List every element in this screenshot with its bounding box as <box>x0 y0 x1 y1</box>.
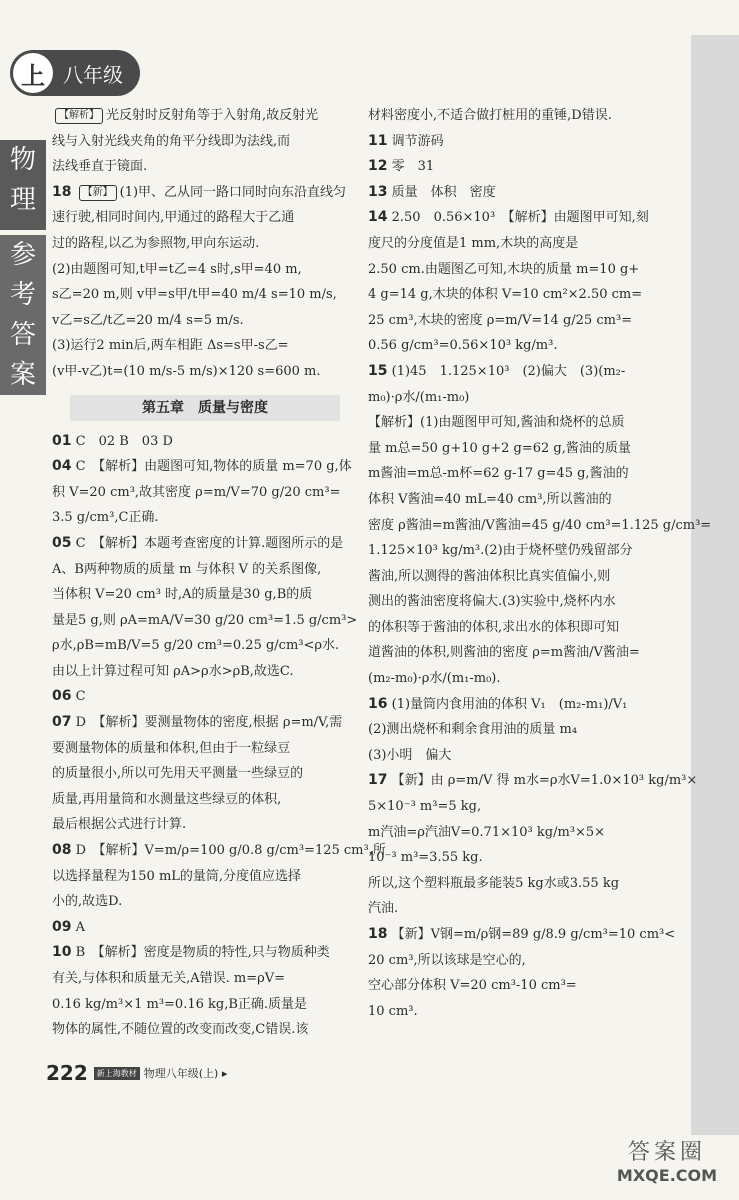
answer-line <box>52 231 354 257</box>
answer-line <box>52 812 354 838</box>
answer-line <box>368 513 712 539</box>
right-column <box>368 103 712 1024</box>
answer-line <box>52 180 354 206</box>
answer-text: A、B两种物质的质量 m 与体积 V 的关系图像, <box>52 561 322 577</box>
answer-text: 法线垂直于镜面. <box>52 159 148 175</box>
answer-line <box>52 505 354 531</box>
answer-text: 的体积等于酱油的体积,求出水的体积即可知 <box>368 619 620 635</box>
question-number: 07 <box>52 714 72 731</box>
answer-text: A <box>75 919 86 935</box>
brand-badge: 新上海教材 <box>94 1067 140 1080</box>
answer-text: ρ水,ρB=mB/V=5 g/20 cm³=0.25 g/cm³<ρ水. <box>52 638 340 654</box>
answer-text: 速行驶,相同时间内,甲通过的路程大于乙通 <box>52 210 295 226</box>
answer-line <box>368 129 678 155</box>
answer-text: 小的,故选D. <box>52 894 123 910</box>
answer-text: 20 cm³,所以该球是空心的, <box>368 952 526 968</box>
answer-text: 积 V=20 cm³,故其密度 ρ=m/V=70 g/20 cm³= <box>52 484 341 500</box>
answer-text: v乙=s乙/t乙=20 m/4 s=5 m/s. <box>52 312 244 328</box>
answer-line <box>52 864 354 890</box>
answer-line <box>368 410 678 436</box>
grade-label: 八年级 <box>63 62 123 87</box>
answer-line <box>52 710 354 736</box>
answer-text: 0.56 g/cm³=0.56×10³ kg/m³. <box>368 338 558 354</box>
answer-line <box>52 103 354 129</box>
answer-text: 0.16 kg/m³×1 m³=0.16 kg,B正确.质量是 <box>52 996 308 1012</box>
answer-line <box>52 454 354 480</box>
answer-line <box>52 659 354 685</box>
section-tab: 参考答案 <box>0 235 46 395</box>
page-number: 222 <box>46 1061 88 1085</box>
answer-text: 有关,与体积和质量无关,A错误. m=ρV= <box>52 971 286 986</box>
answer-text: 调节游码 <box>391 133 444 149</box>
question-number: 01 <box>52 432 72 449</box>
answer-text: 过的路程,以乙为参照物,甲向东运动. <box>52 235 260 251</box>
answer-text: 1.125×10³ kg/m³.(2)由于烧杯壁仍残留部分 <box>368 543 633 559</box>
answer-line <box>368 257 678 283</box>
answer-text: 当体积 V=20 cm³ 时,A的质量是30 g,B的质 <box>52 587 313 603</box>
answer-line <box>52 282 354 308</box>
answer-text: B 【解析】密度是物质的特性,只与物质种类 <box>75 945 330 961</box>
answer-text: C 【解析】本题考查密度的计算.题图所示的是 <box>75 535 344 551</box>
answer-text: 零 31 <box>391 159 435 175</box>
watermark-url: MXQE.COM <box>616 1166 718 1185</box>
answer-line <box>52 915 354 941</box>
answer-text: 线与入射光线夹角的角平分线即为法线,而 <box>52 133 291 149</box>
answer-line <box>52 557 354 583</box>
answer-line <box>368 103 678 129</box>
answer-line <box>52 257 354 283</box>
answer-line <box>52 205 354 231</box>
question-number: 15 <box>368 362 388 379</box>
answer-line <box>368 615 678 641</box>
chapter-heading: 第五章 质量与密度 <box>70 395 340 421</box>
answer-text: 材料密度小,不适合做打桩用的重锤,D错误. <box>368 108 612 123</box>
answer-line <box>368 282 678 308</box>
answer-line <box>368 231 678 257</box>
question-number: 09 <box>52 918 72 935</box>
answer-text: 光反射时反射角等于入射角,故反射光 <box>106 108 319 123</box>
answer-text: 【新】由 ρ=m/V 得 m水=ρ水V=1.0×10³ kg/m³× <box>391 773 698 789</box>
answer-text: (3)运行2 min后,两车相距 Δs=s甲-s乙= <box>52 338 289 354</box>
answer-text: 10 cm³. <box>368 1003 418 1019</box>
answer-line <box>52 1017 354 1043</box>
answer-line <box>368 333 678 359</box>
question-number: 18 <box>52 183 72 200</box>
answer-text: (2)测出烧杯和剩余食用油的质量 m₄ <box>368 722 578 738</box>
answer-line <box>368 743 678 769</box>
answer-text: 量 m总=50 g+10 g+2 g=62 g,酱油的质量 <box>368 440 631 456</box>
answer-text: 道酱油的体积,则酱油的密度 ρ=m酱油/V酱油= <box>368 645 640 661</box>
question-number: 13 <box>368 183 388 200</box>
answer-line <box>52 966 354 992</box>
answer-text: (1)量筒内食用油的体积 V₁ (m₂-m₁)/V₁ <box>391 696 628 712</box>
subject-tab: 物理 <box>0 140 46 230</box>
answer-line <box>52 992 354 1018</box>
answer-text: 5×10⁻³ m³=5 kg, <box>368 799 482 815</box>
answer-text: 由以上计算过程可知 ρA>ρ水>ρB,故选C. <box>52 663 294 679</box>
answer-line <box>368 180 678 206</box>
answer-text: 测出的酱油密度将偏大.(3)实验中,烧杯内水 <box>368 594 616 610</box>
answer-text: D 【解析】V=m/ρ=100 g/0.8 g/cm³=125 cm³,所 <box>75 843 386 859</box>
answer-line <box>52 429 354 455</box>
answer-line <box>52 761 354 787</box>
answer-line <box>368 461 678 487</box>
answer-text: 度尺的分度值是1 mm,木块的高度是 <box>368 235 579 251</box>
question-number: 10 <box>52 944 72 961</box>
page-footer <box>46 1061 227 1085</box>
analysis-tag: 【新】 <box>79 185 117 201</box>
question-number: 17 <box>368 772 388 789</box>
answer-line <box>368 948 678 974</box>
answer-text: (m₂-m₀)·ρ水/(m₁-m₀). <box>368 671 501 687</box>
answer-text: 物体的属性,不随位置的改变而改变,C错误.该 <box>52 1022 309 1038</box>
answer-text: 质量,再用量筒和水测量这些绿豆的体积, <box>52 791 282 807</box>
answer-line <box>52 633 354 659</box>
answer-text: C 【解析】由题图可知,物体的质量 m=70 g,体 <box>75 459 352 475</box>
footer-subject: 物理八年级(上) <box>143 1067 219 1080</box>
answer-text: s乙=20 m,则 v甲=s甲/t甲=40 m/4 s=10 m/s, <box>52 287 337 303</box>
answer-text: 密度 ρ酱油=m酱油/V酱油=45 g/40 cm³=1.125 g/cm³= <box>368 517 712 533</box>
answer-line <box>368 538 678 564</box>
question-number: 12 <box>368 158 388 175</box>
analysis-tag: 【解析】 <box>55 108 103 124</box>
answer-line <box>368 205 678 231</box>
answer-line <box>52 736 354 762</box>
answer-line <box>368 871 678 897</box>
answer-line <box>52 308 354 334</box>
watermark <box>607 1135 727 1185</box>
question-number: 06 <box>52 688 72 705</box>
question-number: 08 <box>52 842 72 859</box>
answer-text: 4 g=14 g,木块的体积 V=10 cm²×2.50 cm= <box>368 287 643 303</box>
question-number: 14 <box>368 209 388 226</box>
right-margin-strip <box>691 35 739 1135</box>
answer-text: 【新】V钢=m/ρ钢=89 g/8.9 g/cm³=10 cm³< <box>391 927 676 942</box>
answer-line <box>52 940 354 966</box>
answer-line <box>52 582 354 608</box>
question-number: 18 <box>368 926 388 942</box>
answer-line <box>52 480 354 506</box>
answer-text: m酱油=m总-m杯=62 g-17 g=45 g,酱油的 <box>368 466 629 482</box>
question-number: 11 <box>368 132 388 149</box>
semester-badge: 上 <box>13 53 53 93</box>
answer-line <box>368 692 678 718</box>
answer-text: C <box>75 689 86 705</box>
answer-text: 最后根据公式进行计算. <box>52 817 187 833</box>
answer-text: 2.50 0.56×10³ 【解析】由题图甲可知,刻 <box>391 210 649 226</box>
answer-line <box>52 787 354 813</box>
answer-text: 3.5 g/cm³,C正确. <box>52 510 159 526</box>
answer-line <box>52 608 358 634</box>
answer-line <box>52 333 354 359</box>
answer-text: 10⁻³ m³=3.55 kg. <box>368 850 483 866</box>
answer-line <box>52 359 354 385</box>
question-number: 05 <box>52 534 72 551</box>
answer-line <box>368 436 678 462</box>
answer-text: 【解析】(1)由题图甲可知,酱油和烧杯的总质 <box>368 415 625 431</box>
answer-text: C 02 B 03 D <box>75 433 173 449</box>
answer-line <box>52 838 386 864</box>
answer-line <box>52 531 354 557</box>
answer-text: (1)45 1.125×10³ (2)偏大 (3)(m₂- <box>391 363 626 379</box>
answer-line <box>368 666 678 692</box>
answer-text: (v甲-v乙)t=(10 m/s-5 m/s)×120 s=600 m. <box>52 363 321 379</box>
watermark-text: 答案圈 <box>627 1140 706 1165</box>
answer-line <box>368 359 678 385</box>
answer-line <box>52 154 354 180</box>
answer-text: 空心部分体积 V=20 cm³-10 cm³= <box>368 978 577 994</box>
answer-text: 所以,这个塑料瓶最多能装5 kg水或3.55 kg <box>368 875 620 891</box>
answer-line <box>52 889 354 915</box>
answer-line <box>368 768 698 794</box>
answer-text: 体积 V酱油=40 mL=40 cm³,所以酱油的 <box>368 491 612 507</box>
answer-line <box>52 684 354 710</box>
arrow-icon: ▸ <box>218 1066 228 1080</box>
answer-line <box>368 589 678 615</box>
answer-text: 酱油,所以测得的酱油体积比真实值偏小,则 <box>368 568 611 584</box>
answer-line <box>368 640 678 666</box>
answer-text: 量是5 g,则 ρA=mA/V=30 g/20 cm³=1.5 g/cm³> <box>52 612 358 628</box>
answer-text: (1)甲、乙从同一路口同时向东沿直线匀 <box>119 184 347 200</box>
answer-line <box>368 717 678 743</box>
answer-text: 以选择量程为150 mL的量筒,分度值应选择 <box>52 868 302 884</box>
answer-text: m₀)·ρ水/(m₁-m₀) <box>368 389 470 405</box>
question-number: 04 <box>52 458 72 475</box>
question-number: 16 <box>368 695 388 712</box>
answer-text: 汽油. <box>368 901 399 917</box>
answer-line <box>368 487 678 513</box>
answer-line <box>368 820 678 846</box>
answer-text: (3)小明 偏大 <box>368 747 452 763</box>
answer-line <box>368 999 678 1025</box>
answer-line <box>368 896 678 922</box>
answer-line <box>52 129 354 155</box>
answer-text: 质量 体积 密度 <box>391 184 496 200</box>
answer-text: 要测量物体的质量和体积,但由于一粒绿豆 <box>52 740 291 756</box>
answer-line <box>368 922 678 948</box>
answer-line <box>368 308 678 334</box>
answer-text: m汽油=ρ汽油V=0.71×10³ kg/m³×5× <box>368 824 606 840</box>
answer-line <box>368 845 678 871</box>
answer-line <box>368 154 678 180</box>
answer-line <box>368 385 678 411</box>
answer-line <box>368 973 678 999</box>
answer-text: 的质量很小,所以可先用天平测量一些绿豆的 <box>52 766 304 782</box>
answer-line <box>368 794 678 820</box>
answer-line <box>368 564 678 590</box>
grade-tab <box>10 50 140 96</box>
answer-text: 25 cm³,木块的密度 ρ=m/V=14 g/25 cm³= <box>368 312 633 328</box>
answer-text: (2)由题图可知,t甲=t乙=4 s时,s甲=40 m, <box>52 261 302 277</box>
answer-text: D 【解析】要测量物体的密度,根据 ρ=m/V,需 <box>75 715 343 731</box>
answer-text: 2.50 cm.由题图乙可知,木块的质量 m=10 g+ <box>368 261 640 277</box>
